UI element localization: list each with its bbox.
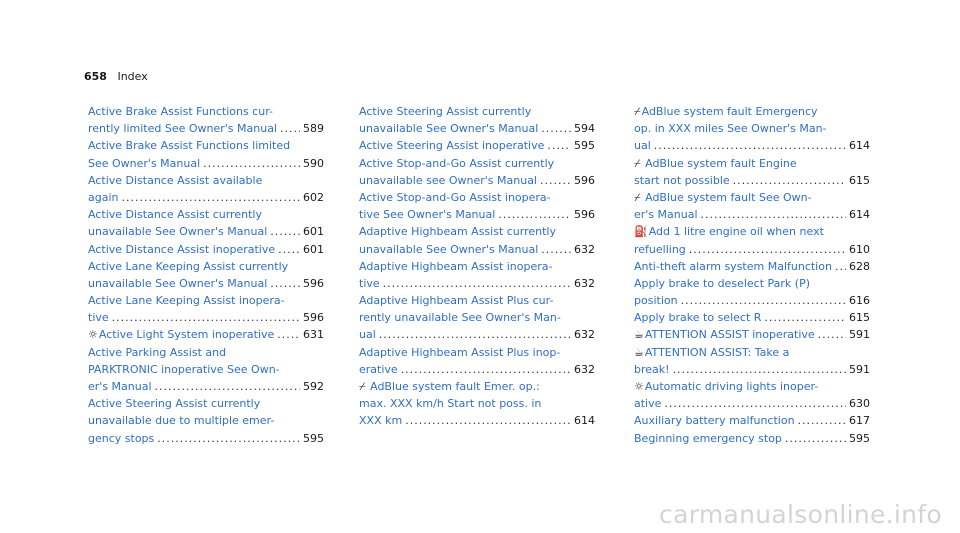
entry-text-span: max. XXX km/h Start not poss. in [359, 397, 542, 411]
entry-line [359, 292, 595, 309]
entry-text [634, 258, 832, 275]
entry-text [88, 155, 200, 172]
index-entry[interactable] [634, 344, 870, 378]
leader-dots [798, 412, 846, 429]
entry-last-line [88, 309, 324, 326]
entry-text [359, 172, 537, 189]
entry-text-span: er's Manual [88, 380, 152, 393]
entry-text-span: Active Steering Assist currently [88, 397, 261, 411]
leader-dots [701, 206, 846, 223]
entry-last-line [359, 172, 595, 189]
leader-dots [547, 137, 571, 154]
entry-text-span: Active Lane Keeping Assist inopera- [88, 294, 285, 308]
entry-text [88, 430, 154, 447]
entry-text [88, 120, 277, 137]
page-reference[interactable]: 615 [849, 173, 870, 187]
index-entry[interactable] [88, 344, 324, 396]
page-reference[interactable]: 591 [849, 362, 870, 376]
entry-text-span: See Owner's Manual [88, 156, 201, 170]
page-reference[interactable]: 602 [303, 190, 324, 204]
page-reference[interactable]: 596 [574, 208, 595, 222]
entry-line [88, 206, 324, 223]
page-reference[interactable]: 601 [303, 225, 324, 239]
entry-line [359, 155, 595, 172]
leader-dots [405, 412, 571, 429]
entry-text [634, 241, 686, 258]
page-reference[interactable]: 610 [849, 242, 870, 256]
entry-line [634, 189, 870, 206]
entry-text-span: unavailable See Owner's Manual [88, 276, 268, 290]
entry-text-span: ATTENTION ASSIST: Take a [644, 345, 790, 359]
entry-line [88, 258, 324, 275]
entry-line [359, 103, 595, 120]
page-reference[interactable]: 614 [849, 139, 870, 153]
entry-text-span: Adaptive Highbeam Assist Plus cur- [359, 294, 554, 308]
entry-text-span: Beginning emergency stop [634, 431, 782, 445]
entry-text-span: tive [88, 311, 109, 325]
leader-dots [270, 275, 300, 292]
entry-line [359, 344, 595, 361]
entry-last-line [634, 258, 870, 275]
adblue-icon: ⌿ [634, 190, 641, 204]
entry-text-span: tive [359, 276, 380, 290]
leader-dots [541, 241, 571, 258]
light-icon: ☼ [634, 380, 644, 393]
entry-line [359, 309, 595, 326]
leader-dots [383, 275, 571, 292]
index-entry[interactable] [88, 206, 324, 240]
light-icon: ☼ [88, 328, 98, 342]
index-entry[interactable] [634, 223, 870, 257]
index-entry[interactable] [359, 258, 595, 292]
leader-dots [818, 326, 846, 343]
entry-text [359, 120, 538, 137]
entry-text-span: start not possible [634, 173, 730, 187]
page-reference[interactable]: 617 [849, 414, 870, 428]
entry-line [88, 103, 324, 120]
leader-dots [270, 223, 300, 240]
index-entry[interactable] [88, 258, 324, 292]
leader-dots [155, 378, 300, 395]
leader-dots [764, 309, 846, 326]
leader-dots [277, 326, 300, 343]
entry-text-span: Active Stop-and-Go Assist currently [359, 156, 555, 170]
entry-text [359, 206, 495, 223]
entry-text-span: break! [634, 362, 670, 376]
entry-text [634, 412, 795, 429]
index-entry[interactable] [634, 412, 870, 429]
page-reference[interactable]: 595 [574, 139, 595, 153]
entry-text-span: Active Parking Assist and [88, 345, 227, 359]
entry-text-span: Active Steering Assist inoperative [359, 139, 545, 153]
entry-line [634, 344, 870, 361]
entry-text-span: rently limited See Owner's Manual [88, 122, 277, 136]
leader-dots [541, 120, 571, 137]
entry-last-line [359, 412, 595, 429]
entry-text [634, 326, 815, 343]
index-entry[interactable] [359, 189, 595, 223]
leader-dots [112, 309, 300, 326]
page-header [84, 70, 148, 84]
entry-line [634, 155, 870, 172]
entry-text-span: Active Distance Assist inoperative [88, 242, 276, 256]
entry-text-span: ual [634, 139, 651, 153]
index-entry[interactable] [634, 430, 870, 447]
page-reference[interactable]: 614 [849, 208, 870, 222]
entry-text-span: Add 1 litre engine oil when next [648, 225, 824, 239]
attention-assist-icon: ☕ [634, 328, 644, 342]
entry-line [88, 395, 324, 412]
page-reference[interactable]: 632 [574, 362, 595, 376]
index-entry[interactable] [88, 137, 324, 171]
entry-text [359, 412, 402, 429]
entry-text-span: unavailable See Owner's Manual [359, 122, 539, 136]
page-reference[interactable]: 632 [574, 276, 595, 290]
entry-text-span: XXX km [359, 414, 403, 428]
entry-line [359, 223, 595, 240]
entry-text [634, 137, 651, 154]
entry-last-line [88, 241, 324, 258]
entry-text-span: Apply brake to deselect Park (P) [634, 276, 810, 290]
index-entry[interactable] [634, 103, 870, 155]
attention-assist-icon: ☕ [634, 345, 644, 359]
entry-text-span: unavailable See Owner's Manual [359, 242, 539, 256]
page-reference[interactable]: 596 [574, 173, 595, 187]
page-reference[interactable]: 615 [849, 311, 870, 325]
entry-last-line [88, 223, 324, 240]
leader-dots [379, 326, 571, 343]
index-entry[interactable] [88, 326, 324, 343]
leader-dots [733, 172, 846, 189]
entry-text [88, 275, 267, 292]
index-entry[interactable] [88, 103, 324, 137]
entry-line [88, 137, 324, 154]
entry-text [88, 326, 274, 343]
entry-text [634, 206, 698, 223]
entry-last-line [359, 206, 595, 223]
adblue-icon: ⌿ [359, 380, 366, 393]
index-entry[interactable] [359, 344, 595, 378]
page-number: 658 [84, 70, 107, 83]
entry-line [634, 223, 870, 240]
entry-last-line [634, 137, 870, 154]
entry-text-span: unavailable See Owner's Manual [88, 225, 268, 239]
entry-text-span: gency stops [88, 431, 155, 445]
entry-text-span: Active Steering Assist currently [359, 105, 532, 118]
watermark: carmanualsonline.info [659, 500, 942, 529]
page-reference[interactable]: 595 [849, 431, 870, 445]
entry-last-line [634, 412, 870, 429]
entry-last-line [88, 326, 324, 343]
entry-text [634, 292, 678, 309]
entry-last-line [359, 275, 595, 292]
entry-last-line [359, 120, 595, 137]
entry-last-line [88, 275, 324, 292]
index-entry[interactable] [88, 395, 324, 447]
leader-dots [157, 430, 300, 447]
leader-dots [654, 137, 846, 154]
page-reference[interactable]: 592 [303, 380, 324, 393]
entry-text-span: AdBlue system fault Engine [641, 156, 797, 170]
leader-dots [835, 258, 846, 275]
entry-text-span: ative [634, 397, 662, 411]
index-entry[interactable] [634, 309, 870, 326]
entry-text-span: er's Manual [634, 208, 698, 222]
entry-last-line [88, 120, 324, 137]
index-entry[interactable] [634, 326, 870, 343]
entry-text-span: Anti-theft alarm system Malfunction [634, 259, 832, 273]
page-reference[interactable]: 616 [849, 294, 870, 308]
index-entry[interactable] [359, 137, 595, 154]
entry-text-span: AdBlue system fault See Own- [641, 190, 812, 204]
adblue-icon: ⌿ [634, 105, 641, 118]
entry-text-span: again [88, 190, 119, 204]
index-entry[interactable] [88, 292, 324, 326]
entry-last-line [634, 292, 870, 309]
entry-line [88, 292, 324, 309]
entry-text [359, 241, 538, 258]
entry-text [359, 326, 376, 343]
entry-last-line [88, 155, 324, 172]
entry-text-span: unavailable see Owner's Manual [359, 173, 537, 187]
leader-dots [681, 292, 846, 309]
leader-dots [122, 189, 301, 206]
leader-dots [664, 395, 846, 412]
entry-text-span: Active Stop-and-Go Assist inopera- [359, 190, 551, 204]
entry-text-span: Adaptive Highbeam Assist Plus inop- [359, 345, 561, 359]
entry-line [634, 378, 870, 395]
page-reference[interactable]: 632 [574, 242, 595, 256]
page-reference[interactable]: 590 [303, 156, 324, 170]
page-reference[interactable]: 591 [849, 328, 870, 342]
entry-text [88, 189, 119, 206]
page-reference[interactable]: 596 [303, 311, 324, 325]
leader-dots [498, 206, 571, 223]
entry-text [359, 361, 398, 378]
oil-can-icon: ⛽ [634, 225, 648, 239]
entry-text-span: ATTENTION ASSIST inoperative [644, 328, 815, 342]
section-title: Index [117, 70, 148, 83]
page-reference[interactable]: 628 [849, 259, 870, 273]
entry-last-line [634, 241, 870, 258]
index-entry[interactable] [634, 155, 870, 189]
entry-line [359, 378, 595, 395]
entry-line [634, 103, 870, 120]
leader-dots [785, 430, 846, 447]
entry-line [634, 120, 870, 137]
entry-text [634, 430, 782, 447]
entry-last-line [634, 206, 870, 223]
entry-text-span: Active Distance Assist currently [88, 208, 262, 222]
entry-text [634, 395, 661, 412]
adblue-icon: ⌿ [634, 156, 641, 170]
entry-line [88, 344, 324, 361]
entry-line [359, 395, 595, 412]
entry-text [634, 361, 670, 378]
entry-text [88, 241, 275, 258]
entry-last-line [88, 378, 324, 395]
entry-text-span: Adaptive Highbeam Assist inopera- [359, 259, 553, 273]
entry-text [359, 137, 544, 154]
index-entry[interactable] [359, 292, 595, 344]
page-reference[interactable]: 589 [303, 122, 324, 136]
entry-last-line [88, 430, 324, 447]
page-reference[interactable]: 596 [303, 276, 324, 290]
page-reference[interactable]: 614 [574, 414, 595, 428]
leader-dots [401, 361, 571, 378]
leader-dots [689, 241, 846, 258]
entry-text-span: Apply brake to select R [634, 311, 762, 325]
entry-text [88, 223, 267, 240]
leader-dots [278, 241, 300, 258]
entry-line [359, 258, 595, 275]
entry-text [634, 172, 730, 189]
entry-line [88, 412, 324, 429]
leader-dots [280, 120, 300, 137]
page-reference[interactable]: 594 [574, 122, 595, 136]
entry-text-span: rently unavailable See Owner's Man- [359, 311, 561, 325]
index-entry[interactable] [359, 223, 595, 257]
leader-dots [673, 361, 846, 378]
entry-text-span: position [634, 294, 678, 308]
entry-line [88, 361, 324, 378]
entry-last-line [634, 395, 870, 412]
entry-last-line [359, 241, 595, 258]
entry-text-span: erative [359, 362, 398, 376]
entry-line [88, 172, 324, 189]
entry-text-span: Active Distance Assist available [88, 173, 263, 187]
index-column-3 [634, 103, 870, 447]
page-reference[interactable]: 632 [574, 328, 595, 342]
entry-text-span: PARKTRONIC inoperative See Own- [88, 362, 280, 376]
entry-text-span: unavailable due to multiple emer- [88, 414, 275, 428]
index-entry[interactable] [88, 172, 324, 206]
entry-text-span: AdBlue system fault Emergency [641, 105, 818, 118]
leader-dots [203, 155, 300, 172]
index-entry[interactable] [88, 241, 324, 258]
entry-last-line [634, 361, 870, 378]
entry-last-line [359, 361, 595, 378]
index-entry[interactable] [634, 258, 870, 275]
entry-text-span: Auxiliary battery malfunction [634, 414, 795, 428]
index-entry[interactable] [359, 103, 595, 137]
index-entry[interactable] [634, 275, 870, 309]
index-column-1 [88, 103, 324, 447]
entry-text [88, 309, 109, 326]
entry-text-span: Active Brake Assist Functions limited [88, 139, 291, 153]
index-entry[interactable] [634, 378, 870, 412]
entry-last-line [634, 430, 870, 447]
leader-dots [540, 172, 571, 189]
entry-last-line [88, 189, 324, 206]
entry-text-span: Active Light System inoperative [98, 328, 275, 342]
entry-text [634, 309, 761, 326]
index-entry[interactable] [634, 189, 870, 223]
entry-text [359, 275, 380, 292]
entry-last-line [359, 137, 595, 154]
entry-last-line [634, 326, 870, 343]
page-reference[interactable]: 630 [849, 397, 870, 411]
entry-last-line [359, 326, 595, 343]
page-reference[interactable]: 601 [303, 242, 324, 256]
entry-text-span: Adaptive Highbeam Assist currently [359, 225, 556, 239]
entry-text-span: Active Lane Keeping Assist currently [88, 259, 289, 273]
entry-last-line [634, 172, 870, 189]
entry-text-span: tive See Owner's Manual [359, 208, 496, 222]
page-reference[interactable]: 631 [303, 328, 324, 342]
index-column-2 [359, 103, 595, 430]
index-entry[interactable] [359, 155, 595, 189]
entry-text-span: ual [359, 328, 376, 342]
entry-text-span: op. in XXX miles See Owner's Man- [634, 122, 827, 136]
entry-text [88, 378, 152, 395]
entry-text-span: refuelling [634, 242, 686, 256]
entry-text-span: AdBlue system fault Emer. op.: [366, 380, 540, 393]
entry-last-line [634, 309, 870, 326]
entry-line [634, 275, 870, 292]
page-reference[interactable]: 595 [303, 431, 324, 445]
entry-line [359, 189, 595, 206]
entry-text-span: Automatic driving lights inoper- [644, 380, 819, 393]
index-entry[interactable] [359, 378, 595, 430]
entry-text-span: Active Brake Assist Functions cur- [88, 105, 273, 118]
